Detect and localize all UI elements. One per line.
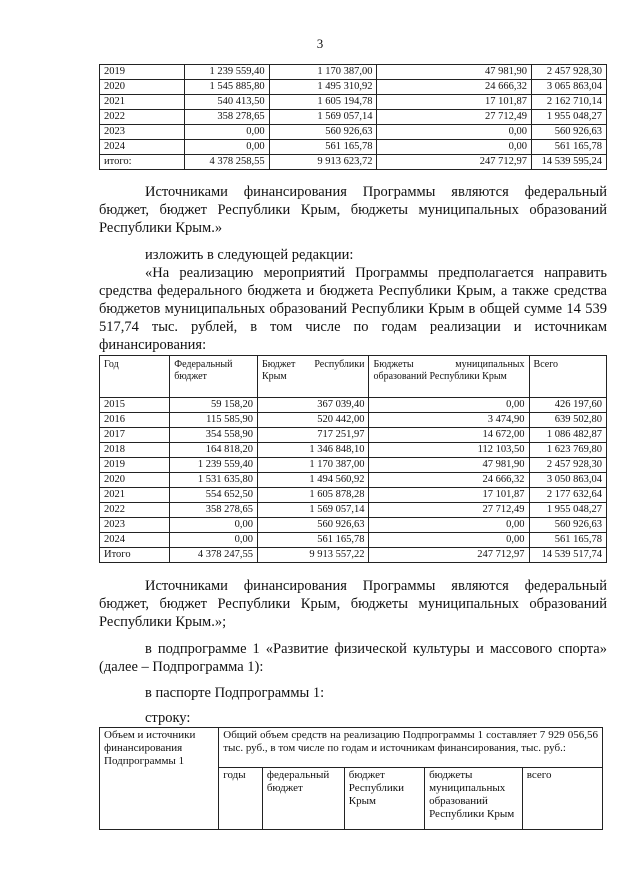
passport-col-federal: федеральный бюджет bbox=[262, 768, 344, 830]
amount-cell: 0,00 bbox=[369, 533, 529, 548]
passport-table bbox=[99, 727, 603, 830]
amount-cell: 4 378 258,55 bbox=[184, 155, 269, 170]
year-cell: 2024 bbox=[100, 140, 185, 155]
table-row bbox=[100, 95, 607, 110]
year-cell: 2022 bbox=[100, 110, 185, 125]
amount-cell: 17 101,87 bbox=[369, 488, 529, 503]
table-row bbox=[100, 413, 607, 428]
amount-cell: 717 251,97 bbox=[257, 428, 369, 443]
funding-sources-paragraph-old: Источниками финансирования Программы являются федеральный бюджет, бюджет Республики Крым, бюджеты муниципальных образований Республики Крым.» bbox=[99, 184, 607, 236]
table-row bbox=[100, 458, 607, 473]
amount-cell: 47 981,90 bbox=[377, 65, 532, 80]
table-row bbox=[100, 80, 607, 95]
amount-cell: 14 672,00 bbox=[369, 428, 529, 443]
amount-cell: 0,00 bbox=[184, 140, 269, 155]
amount-cell: 354 558,90 bbox=[170, 428, 258, 443]
amount-cell: 164 818,20 bbox=[170, 443, 258, 458]
year-cell: 2018 bbox=[100, 443, 170, 458]
amount-cell: 14 539 595,24 bbox=[531, 155, 606, 170]
amount-cell: 247 712,97 bbox=[369, 548, 529, 563]
amount-cell: 1 239 559,40 bbox=[170, 458, 258, 473]
amount-cell: 0,00 bbox=[170, 533, 258, 548]
amount-cell: 639 502,80 bbox=[529, 413, 606, 428]
amount-cell: 358 278,65 bbox=[170, 503, 258, 518]
amount-cell: 1 955 048,27 bbox=[529, 503, 606, 518]
year-cell: 2021 bbox=[100, 95, 185, 110]
column-header: Бюджеты муниципальных образований Республики Крым bbox=[369, 356, 529, 398]
amount-cell: 2 457 928,30 bbox=[529, 458, 606, 473]
amount-cell: 24 666,32 bbox=[377, 80, 532, 95]
table-row bbox=[100, 110, 607, 125]
year-cell: 2022 bbox=[100, 503, 170, 518]
table-row bbox=[100, 548, 607, 563]
amount-cell: 1 170 387,00 bbox=[257, 458, 369, 473]
table-row bbox=[100, 503, 607, 518]
table-row bbox=[100, 140, 607, 155]
amount-cell: 560 926,63 bbox=[257, 518, 369, 533]
table-row bbox=[100, 443, 607, 458]
amount-cell: 1 569 057,14 bbox=[257, 503, 369, 518]
passport-col-republic: бюджет Республики Крым bbox=[344, 768, 424, 830]
new-edition-paragraph: «На реализацию мероприятий Программы предполагается направить средства федерального бюджета и бюджета Республики Крым, а также средства бюджетов муниципальных образований Республики Крым в общей сумме 14 539 517,74 тыс. рублей, в том числе по годам реализации и источникам финансирования: bbox=[99, 265, 607, 353]
page-number: 3 bbox=[316, 36, 324, 51]
table-row bbox=[100, 398, 607, 413]
amount-cell: 1 605 878,28 bbox=[257, 488, 369, 503]
funding-sources-paragraph-new: Источниками финансирования Программы являются федеральный бюджет, бюджет Республики Крым, бюджеты муниципальных образований Республики Крым.»; bbox=[99, 578, 607, 630]
passport-col-total: всего bbox=[522, 768, 602, 830]
amount-cell: 520 442,00 bbox=[257, 413, 369, 428]
amount-cell: 1 605 194,78 bbox=[269, 95, 377, 110]
amount-cell: 0,00 bbox=[377, 125, 532, 140]
table-row bbox=[100, 155, 607, 170]
amount-cell: 1 623 769,80 bbox=[529, 443, 606, 458]
year-cell: 2021 bbox=[100, 488, 170, 503]
amount-cell: 59 158,20 bbox=[170, 398, 258, 413]
year-cell: 2024 bbox=[100, 533, 170, 548]
table-row bbox=[100, 488, 607, 503]
amount-cell: 3 050 863,04 bbox=[529, 473, 606, 488]
amount-cell: 247 712,97 bbox=[377, 155, 532, 170]
amount-cell: 0,00 bbox=[170, 518, 258, 533]
amount-cell: 0,00 bbox=[369, 518, 529, 533]
year-cell: итого: bbox=[100, 155, 185, 170]
amount-cell: 1 170 387,00 bbox=[269, 65, 377, 80]
amount-cell: 560 926,63 bbox=[529, 518, 606, 533]
year-cell: Итого bbox=[100, 548, 170, 563]
row-paragraph: строку: bbox=[145, 710, 191, 726]
amount-cell: 560 926,63 bbox=[269, 125, 377, 140]
column-header: Бюджет Республики Крым bbox=[257, 356, 369, 398]
passport-paragraph: в паспорте Подпрограммы 1: bbox=[145, 685, 325, 701]
year-cell: 2015 bbox=[100, 398, 170, 413]
year-cell: 2016 bbox=[100, 413, 170, 428]
table-row bbox=[100, 473, 607, 488]
table-row bbox=[100, 428, 607, 443]
amount-cell: 1 495 310,92 bbox=[269, 80, 377, 95]
amount-cell: 27 712,49 bbox=[369, 503, 529, 518]
year-cell: 2019 bbox=[100, 458, 170, 473]
amount-cell: 540 413,50 bbox=[184, 95, 269, 110]
subprogram-paragraph: в подпрограмме 1 «Развитие физической культуры и массового спорта» (далее – Подпрограмма 1): bbox=[99, 641, 607, 675]
amount-cell: 554 652,50 bbox=[170, 488, 258, 503]
passport-total-text: Общий объем средств на реализацию Подпрограммы 1 составляет 7 929 056,56 тыс. руб., в том числе по годам и источникам финансирования, тыс. руб.: bbox=[219, 728, 603, 768]
financing-table-old bbox=[99, 64, 607, 170]
column-header: Год bbox=[100, 356, 170, 398]
amount-cell: 4 378 247,55 bbox=[170, 548, 258, 563]
amount-cell: 1 955 048,27 bbox=[531, 110, 606, 125]
amount-cell: 1 531 635,80 bbox=[170, 473, 258, 488]
amount-cell: 27 712,49 bbox=[377, 110, 532, 125]
passport-row-label: Объем и источники финансирования Подпрограммы 1 bbox=[100, 728, 219, 830]
passport-col-municipal: бюджеты муниципальных образований Республики Крым bbox=[425, 768, 523, 830]
amount-cell: 3 065 863,04 bbox=[531, 80, 606, 95]
amount-cell: 0,00 bbox=[377, 140, 532, 155]
amount-cell: 561 165,78 bbox=[269, 140, 377, 155]
amount-cell: 9 913 623,72 bbox=[269, 155, 377, 170]
amount-cell: 0,00 bbox=[184, 125, 269, 140]
table-row bbox=[100, 125, 607, 140]
year-cell: 2017 bbox=[100, 428, 170, 443]
amount-cell: 561 165,78 bbox=[529, 533, 606, 548]
amount-cell: 561 165,78 bbox=[531, 140, 606, 155]
amount-cell: 112 103,50 bbox=[369, 443, 529, 458]
amount-cell: 1 545 885,80 bbox=[184, 80, 269, 95]
table-row bbox=[100, 518, 607, 533]
year-cell: 2020 bbox=[100, 473, 170, 488]
amount-cell: 17 101,87 bbox=[377, 95, 532, 110]
column-header: Федеральный бюджет bbox=[170, 356, 258, 398]
amount-cell: 0,00 bbox=[369, 398, 529, 413]
amount-cell: 358 278,65 bbox=[184, 110, 269, 125]
amount-cell: 560 926,63 bbox=[531, 125, 606, 140]
table-row bbox=[100, 533, 607, 548]
column-header: Всего bbox=[529, 356, 606, 398]
amount-cell: 367 039,40 bbox=[257, 398, 369, 413]
financing-table-new bbox=[99, 355, 607, 563]
amendment-intro: изложить в следующей редакции: bbox=[145, 247, 354, 263]
passport-col-years: годы bbox=[219, 768, 263, 830]
amount-cell: 1 086 482,87 bbox=[529, 428, 606, 443]
amount-cell: 3 474,90 bbox=[369, 413, 529, 428]
year-cell: 2019 bbox=[100, 65, 185, 80]
amount-cell: 24 666,32 bbox=[369, 473, 529, 488]
amount-cell: 1 239 559,40 bbox=[184, 65, 269, 80]
amount-cell: 2 177 632,64 bbox=[529, 488, 606, 503]
amount-cell: 1 569 057,14 bbox=[269, 110, 377, 125]
year-cell: 2023 bbox=[100, 518, 170, 533]
table-row bbox=[100, 65, 607, 80]
amount-cell: 2 162 710,14 bbox=[531, 95, 606, 110]
amount-cell: 561 165,78 bbox=[257, 533, 369, 548]
amount-cell: 1 346 848,10 bbox=[257, 443, 369, 458]
amount-cell: 47 981,90 bbox=[369, 458, 529, 473]
amount-cell: 426 197,60 bbox=[529, 398, 606, 413]
year-cell: 2020 bbox=[100, 80, 185, 95]
amount-cell: 2 457 928,30 bbox=[531, 65, 606, 80]
amount-cell: 115 585,90 bbox=[170, 413, 258, 428]
amount-cell: 1 494 560,92 bbox=[257, 473, 369, 488]
amount-cell: 14 539 517,74 bbox=[529, 548, 606, 563]
amount-cell: 9 913 557,22 bbox=[257, 548, 369, 563]
year-cell: 2023 bbox=[100, 125, 185, 140]
